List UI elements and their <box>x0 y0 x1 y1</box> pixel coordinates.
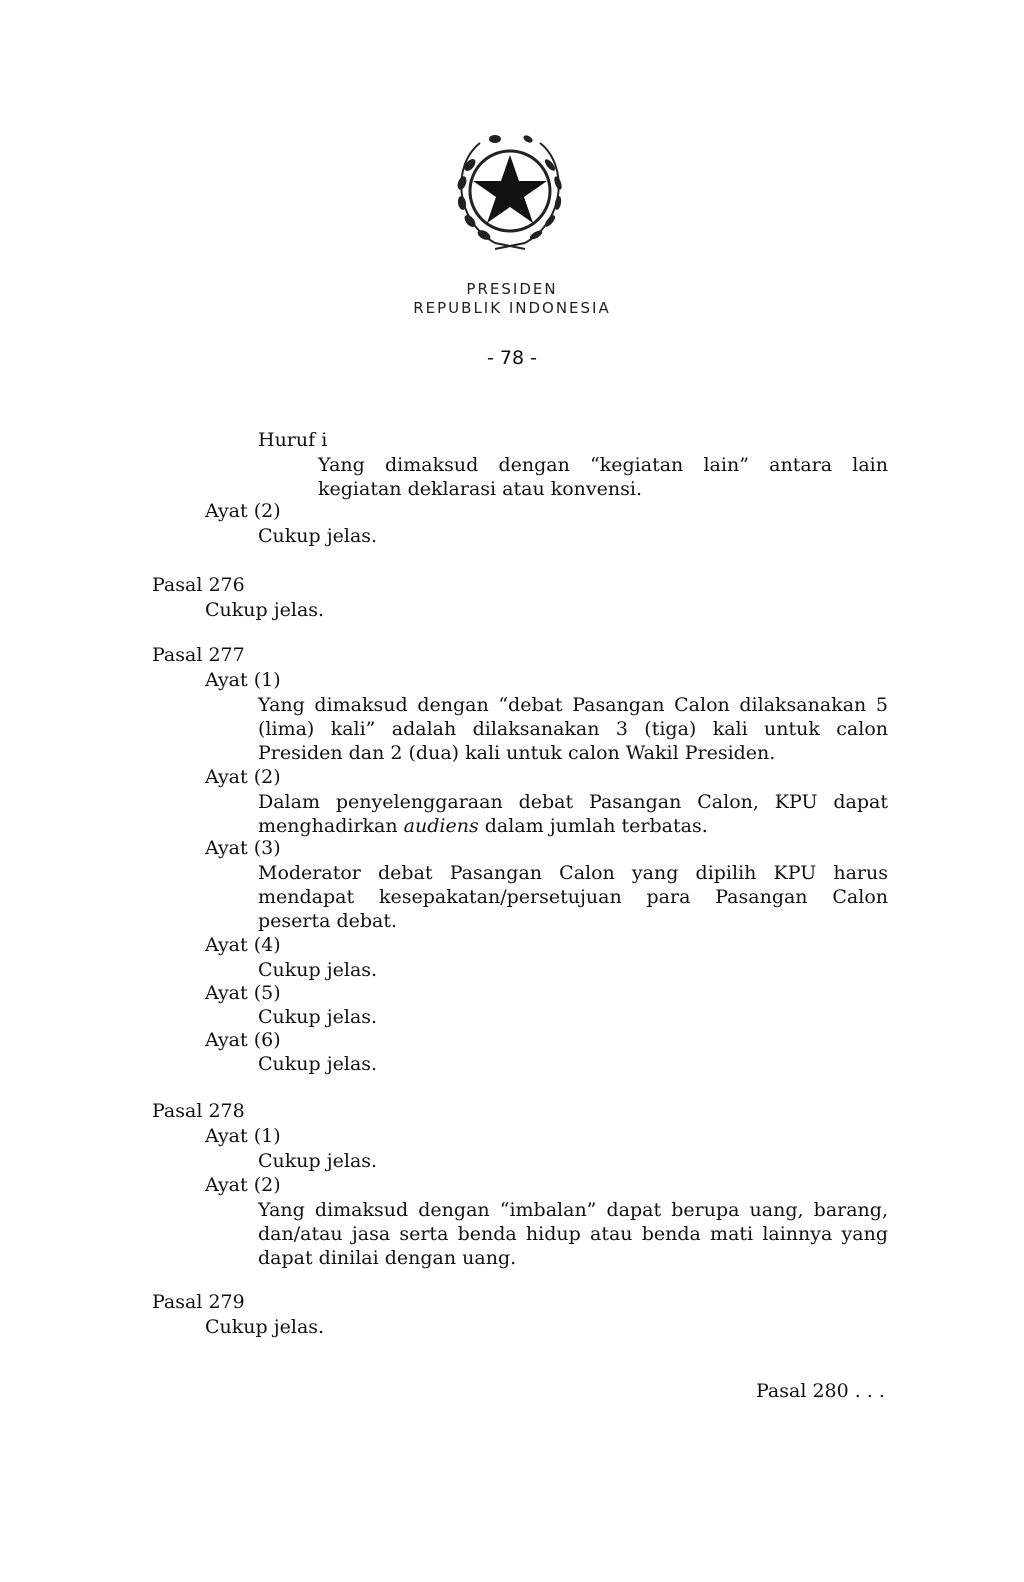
pasal-277-ayat-6-label: Ayat (6) <box>205 1029 281 1051</box>
header-title-republik: REPUBLIK INDONESIA <box>413 299 611 317</box>
ayat-2-text-part: Dalam penyelenggaraan debat Pasangan Calon, KPU dapat menghadirkan <box>258 791 888 837</box>
pasal-279-heading: Pasal 279 <box>152 1291 245 1313</box>
pasal-276-heading: Pasal 276 <box>152 574 245 596</box>
pasal-277-heading: Pasal 277 <box>152 644 245 666</box>
header-title-presiden: PRESIDEN <box>466 280 558 298</box>
garuda-star-emblem-icon <box>440 125 580 255</box>
pasal-278-ayat-1-label: Ayat (1) <box>205 1125 281 1147</box>
pasal-277-ayat-3-text: Moderator debat Pasangan Calon yang dipilih KPU harus mendapat kesepakatan/persetujuan para Pasangan Calon peserta debat. <box>258 862 888 932</box>
pasal-277-ayat-4-label: Ayat (4) <box>205 934 281 956</box>
pasal-277-ayat-1-label: Ayat (1) <box>205 669 281 691</box>
huruf-i-text: Yang dimaksud dengan “kegiatan lain” antara lain kegiatan deklarasi atau konvensi. <box>318 454 888 500</box>
pasal-277-ayat-5-label: Ayat (5) <box>205 982 281 1004</box>
pasal-276-text: Cukup jelas. <box>205 599 325 621</box>
pasal-277-ayat-5-text: Cukup jelas. <box>258 1006 378 1028</box>
pasal-277-ayat-3-label: Ayat (3) <box>205 837 281 859</box>
pasal-278-ayat-1-text: Cukup jelas. <box>258 1150 378 1172</box>
ayat-2-prev-text: Cukup jelas. <box>258 525 378 547</box>
pasal-279-text: Cukup jelas. <box>205 1316 325 1338</box>
pasal-277-ayat-1-text: Yang dimaksud dengan “debat Pasangan Calon dilaksanakan 5 (lima) kali” adalah dilaksanakan 3 (tiga) kali untuk calon Presiden dan 2 (dua) kali untuk calon Wakil Presiden. <box>258 694 888 764</box>
footer-catchword: Pasal 280 . . . <box>756 1380 885 1402</box>
pasal-278-ayat-2-label: Ayat (2) <box>205 1174 281 1196</box>
pasal-278-ayat-2-text: Yang dimaksud dengan “imbalan” dapat berupa uang, barang, dan/atau jasa serta benda hidup atau benda mati lainnya yang dapat dinilai dengan uang. <box>258 1199 888 1269</box>
pasal-277-ayat-4-text: Cukup jelas. <box>258 959 378 981</box>
ayat-2-italic-term: audiens <box>403 815 479 837</box>
pasal-278-heading: Pasal 278 <box>152 1100 245 1122</box>
pasal-277-ayat-6-text: Cukup jelas. <box>258 1053 378 1075</box>
huruf-i-label: Huruf i <box>258 429 328 451</box>
pasal-277-ayat-2-text <box>258 790 888 838</box>
page-number: - 78 - <box>487 347 537 369</box>
ayat-2-text-part-end: dalam jumlah terbatas. <box>478 815 708 837</box>
ayat-2-prev-label: Ayat (2) <box>205 500 281 522</box>
pasal-277-ayat-2-label: Ayat (2) <box>205 766 281 788</box>
